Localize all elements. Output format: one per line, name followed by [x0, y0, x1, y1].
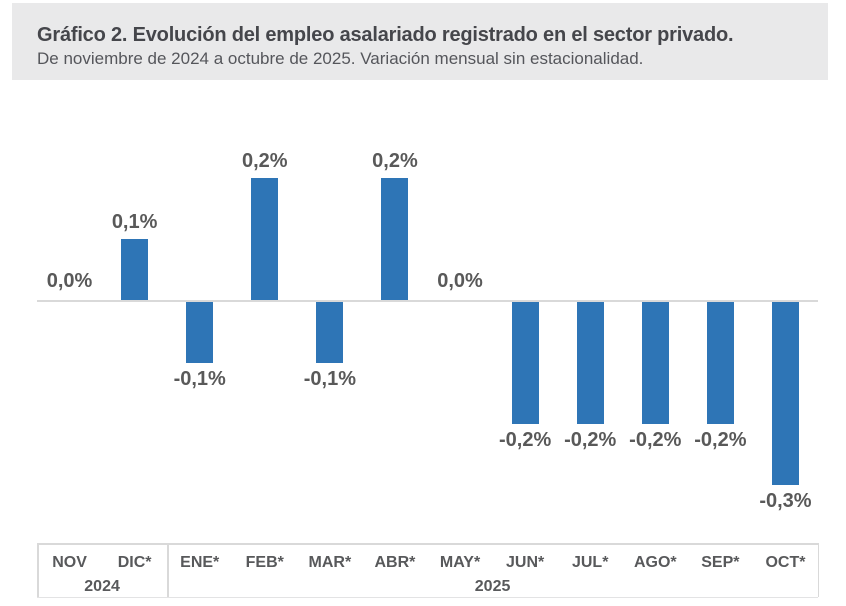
bar-value-label: 0,2%: [372, 150, 418, 172]
month-label: JUN*: [505, 554, 545, 571]
month-label: NOV: [52, 554, 87, 571]
month-label: OCT*: [765, 554, 806, 571]
bar: [772, 302, 799, 485]
month-label: FEB*: [245, 554, 284, 571]
zero-baseline: [37, 300, 818, 302]
month-label: SEP*: [701, 554, 740, 571]
month-label: MAY*: [439, 554, 481, 571]
bar-value-label: -0,2%: [564, 429, 617, 451]
bar-value-label: -0,3%: [759, 490, 812, 512]
month-label: ABR*: [374, 554, 416, 571]
axis-separator: [167, 543, 169, 597]
bar-value-label: -0,1%: [173, 368, 226, 390]
bar-value-label: -0,2%: [629, 429, 682, 451]
axis-separator: [818, 543, 820, 597]
chart-subtitle: De noviembre de 2024 a octubre de 2025. Variación mensual sin estacionalidad.: [37, 49, 644, 68]
month-label: MAR*: [308, 554, 352, 571]
bar-value-label: 0,0%: [437, 270, 483, 292]
bar-value-label: 0,2%: [241, 150, 288, 172]
bar-value-label: -0,1%: [303, 368, 356, 390]
bar-value-label: 0,0%: [46, 270, 93, 292]
bar: [121, 239, 148, 300]
bar: [186, 302, 213, 363]
axis-separator: [37, 543, 39, 597]
month-label: AGO*: [633, 554, 677, 571]
bar: [577, 302, 604, 424]
year-label: 2025: [474, 578, 511, 595]
bar: [707, 302, 734, 424]
bar-value-label: 0,1%: [111, 211, 158, 233]
bar-value-label: -0,2%: [498, 429, 552, 451]
bar: [381, 178, 408, 300]
month-label: DIC*: [117, 554, 152, 571]
axis-line: [37, 543, 818, 545]
month-label: JUL*: [571, 554, 609, 571]
axis-bottom-line: [37, 597, 818, 598]
month-label: ENE*: [180, 554, 220, 571]
bar: [316, 302, 343, 363]
bar-value-label: -0,2%: [694, 429, 747, 451]
bar: [642, 302, 669, 424]
bar: [251, 178, 278, 300]
year-label: 2024: [84, 578, 120, 595]
bar: [512, 302, 539, 424]
chart-title: Gráfico 2. Evolución del empleo asalariado registrado en el sector privado.: [37, 24, 734, 46]
